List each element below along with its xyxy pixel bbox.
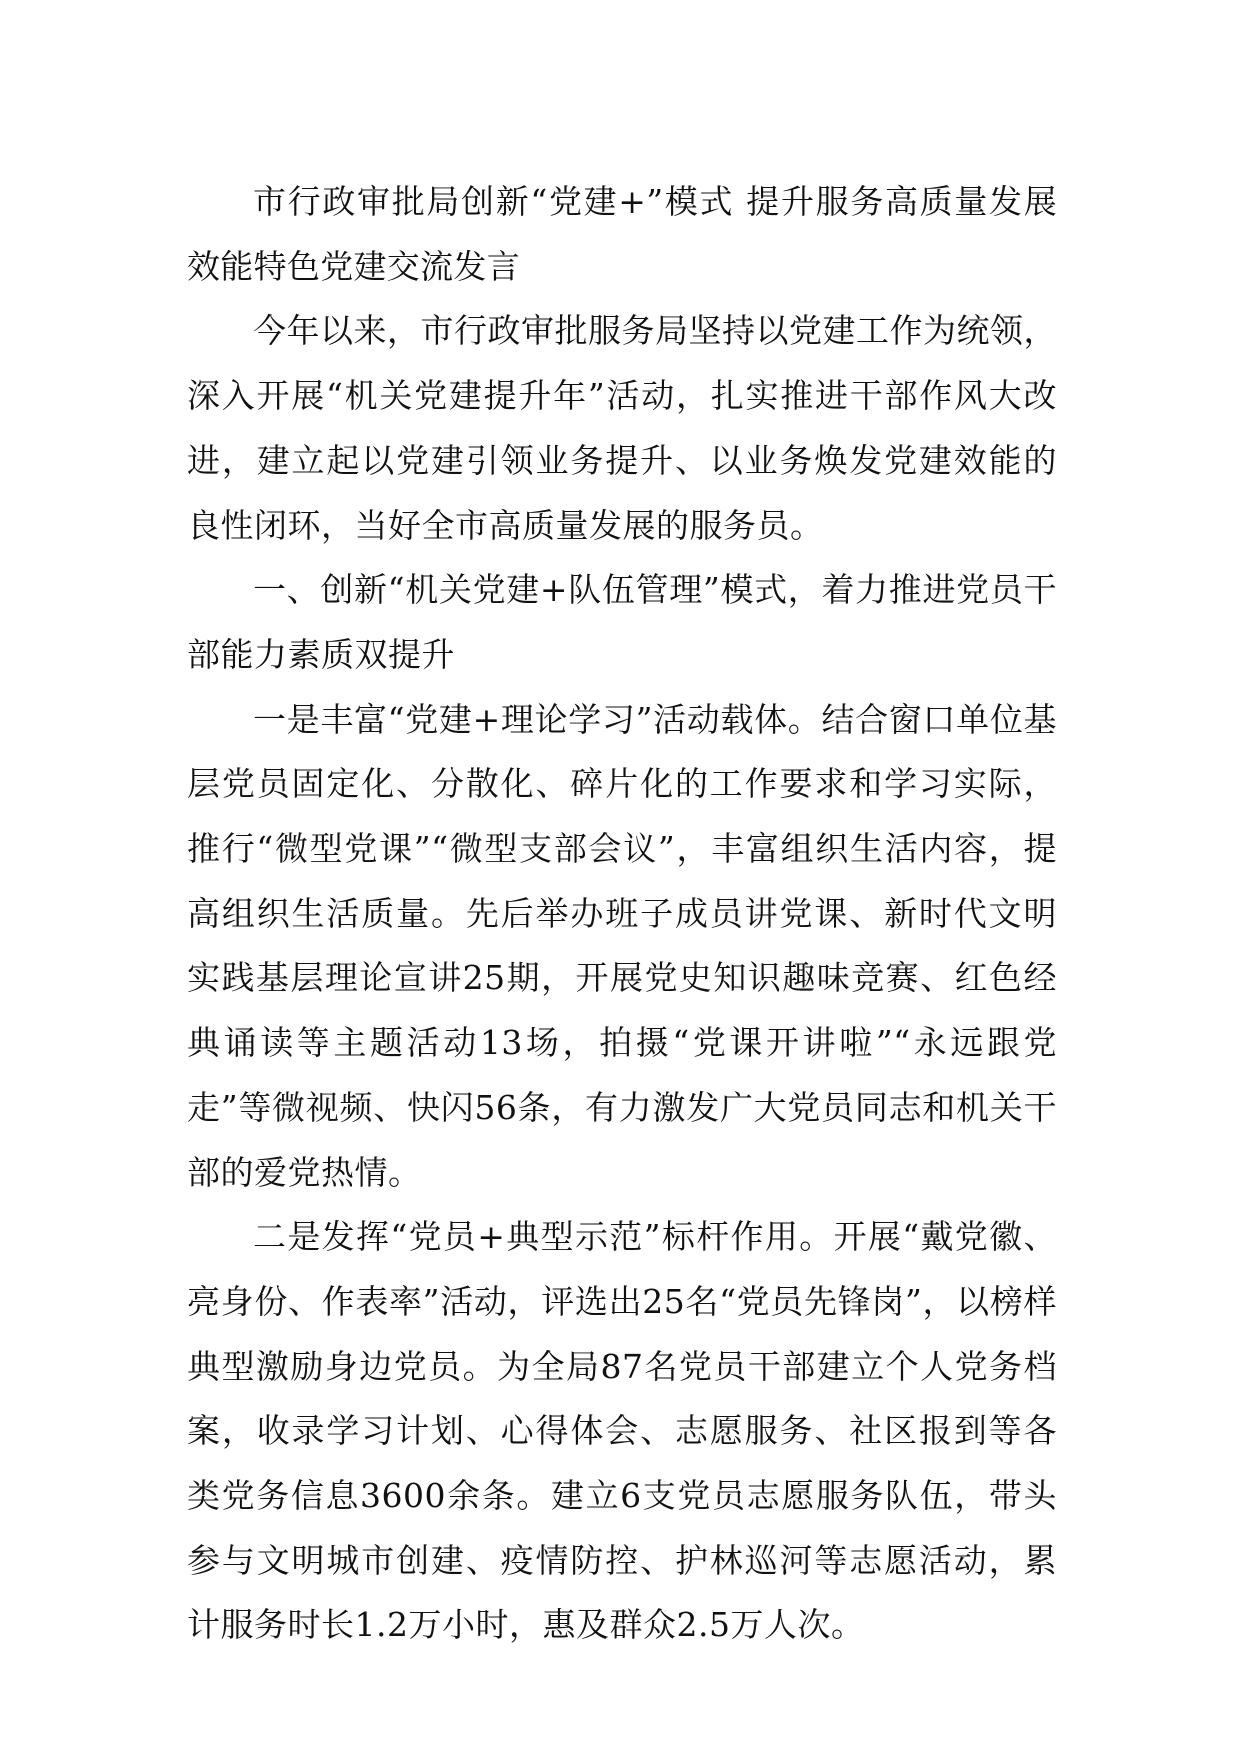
paragraph-model-demonstration: 二是发挥“党员+典型示范”标杆作用。开展“戴党徽、亮身份、作表率”活动，评选出25名“党员先锋岗”，以榜样典型激励身边党员。为全局87名党员干部建立个人党务档案，收录学习计划、心得体会、志愿服务、社区报到等各类党务信息3600余条。建立6支党员志愿服务队伍，带头参与文明城市创建、疫情防控、护林巡河等志愿活动，累计服务时长1.2万小时，惠及群众2.5万人次。 xyxy=(187,1217,1057,1645)
paragraph-intro: 今年以来，市行政审批服务局坚持以党建工作为统领，深入开展“机关党建提升年”活动，扎实推进干部作风大改进，建立起以党建引领业务提升、以业务焕发党建效能的良性闭环，当好全市高质量发展的服务员。 xyxy=(187,311,1057,545)
document-title: 市行政审批局创新“党建+”模式 提升服务高质量发展效能特色党建交流发言 xyxy=(187,182,1057,286)
paragraph-theory-study: 一是丰富“党建+理论学习”活动载体。结合窗口单位基层党员固定化、分散化、碎片化的工作要求和学习实际，推行“微型党课”“微型支部会议”，丰富组织生活内容，提高组织生活质量。先后举办班子成员讲党课、新时代文明实践基层理论宣讲25期，开展党史知识趣味竞赛、红色经典诵读等主题活动13场，拍摄“党课开讲啦”“永远跟党走”等微视频、快闪56条，有力激发广大党员同志和机关干部的爱党热情。 xyxy=(187,699,1057,1192)
document-page xyxy=(187,170,1057,1658)
section-heading-1: 一、创新“机关党建+队伍管理”模式，着力推进党员干部能力素质双提升 xyxy=(187,570,1057,674)
